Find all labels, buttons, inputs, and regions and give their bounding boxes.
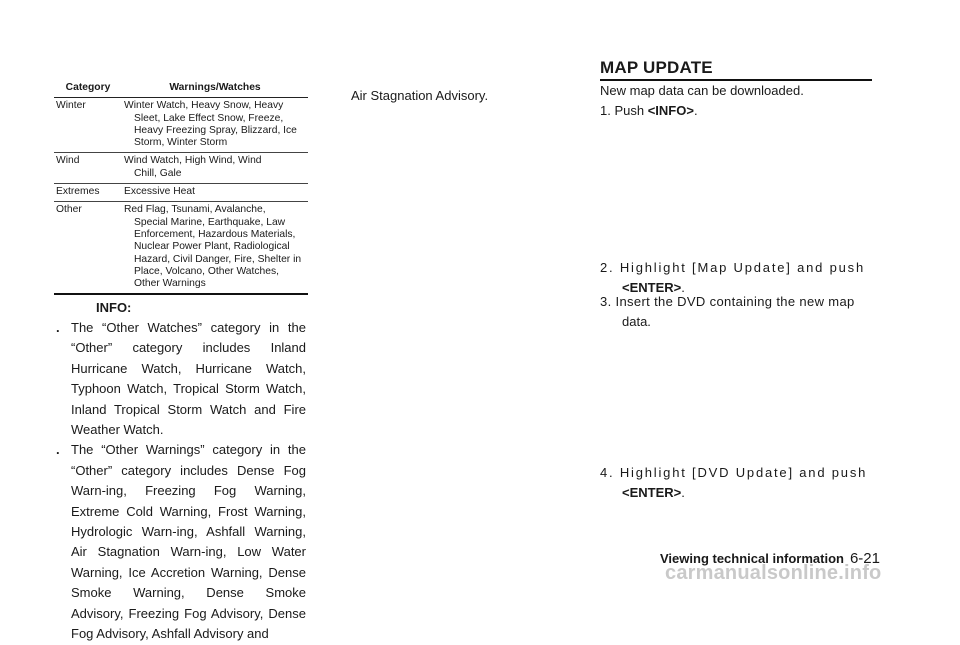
warnings-table: [54, 80, 308, 295]
table-header-row: [54, 80, 308, 98]
warnings-line: Place, Volcano, Other Watches,: [134, 265, 279, 277]
warnings-line: Wind Watch, High Wind, Wind: [124, 155, 262, 167]
step-1-text: 1. Push: [600, 103, 648, 118]
info-title: INFO:: [96, 300, 132, 315]
category-cell: Wind: [54, 153, 120, 184]
warnings-line: Excessive Heat: [124, 186, 195, 198]
enter-key-label: <ENTER>: [622, 280, 682, 295]
continuation-text: Air Stagnation Advisory.: [351, 88, 489, 103]
info-key-label: <INFO>: [647, 103, 694, 118]
intro-text: New map data can be downloaded.: [600, 83, 804, 98]
warnings-line: Sleet, Lake Effect Snow, Freeze,: [134, 112, 284, 124]
info-bullet-text: The “Other Watches” category in the “Other” category includes Inland Hurricane Watch, Hurricane Watch, Typhoon Watch, Tropical Storm Watch, Inland Tropical Storm Watch and Fire Weather Watch.: [71, 320, 306, 438]
section-heading: MAP UPDATE: [600, 58, 872, 81]
column-header-category: Category: [54, 80, 120, 98]
step-4: [600, 463, 872, 503]
step-4-suffix: .: [681, 485, 685, 500]
info-bullet: [56, 318, 306, 440]
info-bullet-text: The “Other Warnings” category in the “Other” category includes Dense Fog Warn-ing, Freezing Fog Warning, Extreme Cold Warning, Frost Warning, Hydrologic Warn-ing, Ashfall Warning, Air Stagnation Warn-ing, Low Water Warning, Ice Accretion Warning, Dense Smoke Warning, Dense Smoke Advisory, Freezing Fog Advisory, Dense Fog Advisory, Ashfall Advisory and: [71, 442, 306, 642]
bullet-dot: .: [56, 442, 60, 458]
warnings-cell: [120, 184, 308, 202]
warnings-cell: [120, 202, 308, 295]
watermark: carmanualsonline.info: [665, 562, 882, 584]
category-cell: Other: [54, 202, 120, 295]
warnings-line: Storm, Winter Storm: [134, 137, 228, 149]
warnings-line: Heavy Freezing Spray, Blizzard, Ice: [134, 124, 297, 136]
step-3-continuation: data.: [622, 314, 651, 329]
warnings-line: Nuclear Power Plant, Radiological: [134, 241, 290, 253]
step-3-text: 3. Insert the DVD containing the new map: [600, 294, 855, 309]
table-row: [54, 184, 308, 202]
table-body: [54, 98, 308, 295]
footer-section-title: Viewing technical information: [660, 551, 844, 566]
warnings-line: Special Marine, Earthquake, Law: [134, 216, 286, 228]
info-bullet-list: [56, 318, 306, 645]
warnings-line: Hazard, Civil Danger, Fire, Shelter in: [134, 253, 302, 265]
enter-key-label: <ENTER>: [622, 485, 682, 500]
warnings-line: Chill, Gale: [134, 167, 182, 179]
step-1: [600, 101, 872, 121]
info-bullet: [56, 440, 306, 644]
warnings-line: Winter Watch, Heavy Snow, Heavy: [124, 100, 284, 112]
category-cell: Winter: [54, 98, 120, 153]
page-number: 6-21: [849, 550, 880, 567]
warnings-line: Enforcement, Hazardous Materials,: [134, 228, 296, 240]
step-2-text: 2. Highlight [Map Update] and push: [600, 260, 865, 275]
step-4-text: 4. Highlight [DVD Update] and push: [600, 465, 868, 480]
step-3: [600, 292, 872, 332]
column-header-warnings: Warnings/Watches: [120, 80, 308, 98]
step-1-suffix: .: [693, 103, 698, 118]
warnings-line: Other Warnings: [134, 278, 206, 290]
warnings-cell: [120, 98, 308, 153]
table-row: [54, 98, 308, 153]
table-row: [54, 153, 308, 184]
warnings-cell: [120, 153, 308, 184]
table-row: [54, 202, 308, 295]
bullet-dot: .: [56, 320, 60, 335]
step-2-suffix: .: [681, 280, 685, 295]
category-cell: Extremes: [54, 184, 120, 202]
warnings-line: Red Flag, Tsunami, Avalanche,: [124, 204, 266, 216]
